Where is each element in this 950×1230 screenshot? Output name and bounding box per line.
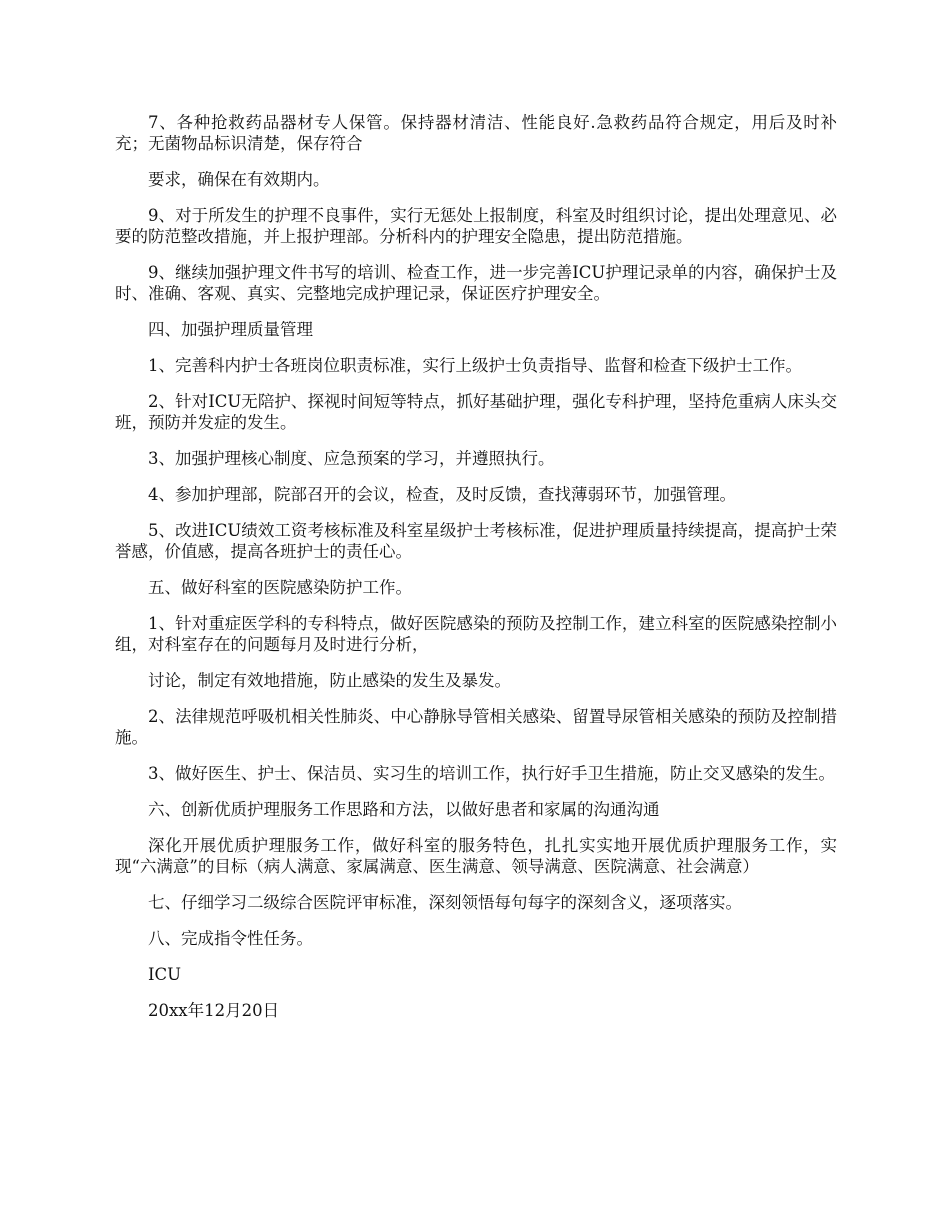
paragraph: 4、参加护理部，院部召开的会议，检查，及时反馈，查找薄弱环节，加强管理。 <box>148 485 736 504</box>
paragraph: 9、对于所发生的护理不良事件，实行无惩处上报制度，科室及时组织讨论，提出处理意见、必要的防范整改措施，并上报护理部。分析科内的护理安全隐患，提出防范措施。 <box>115 206 837 246</box>
paragraph: 1、针对重症医学科的专科特点，做好医院感染的预防及控制工作，建立科室的医院感染控制小组，对科室存在的问题每月及时进行分析， <box>115 614 837 654</box>
paragraph: 深化开展优质护理服务工作，做好科室的服务特色，扎扎实实地开展优质护理服务工作，实现“六满意”的目标（病人满意、家属满意、医生满意、领导满意、医院满意、社会满意） <box>115 836 837 876</box>
section-heading: 六、创新优质护理服务工作思路和方法，以做好患者和家属的沟通沟通 <box>148 800 660 819</box>
paragraph: 5、改进ICU绩效工资考核标准及科室星级护士考核标准，促进护理质量持续提高，提高护士荣誉感，价值感，提高各班护士的责任心。 <box>115 521 837 561</box>
paragraph: 9、继续加强护理文件书写的培训、检查工作，进一步完善ICU护理记录单的内容，确保护士及时、准确、客观、真实、完整地完成护理记录，保证医疗护理安全。 <box>115 263 837 303</box>
paragraph: 3、加强护理核心制度、应急预案的学习，并遵照执行。 <box>148 449 555 468</box>
paragraph: 讨论，制定有效地措施，防止感染的发生及暴发。 <box>148 671 511 690</box>
section-heading: 七、仔细学习二级综合医院评审标准，深刻领悟每句每字的深刻含义，逐项落实。 <box>148 893 742 912</box>
signature-date: 20xx年12月20日 <box>148 1001 280 1020</box>
paragraph: 7、各种抢救药品器材专人保管。保持器材清洁、性能良好.急救药品符合规定，用后及时补充；无菌物品标识清楚，保存符合 <box>115 113 837 153</box>
paragraph: 2、针对ICU无陪护、探视时间短等特点，抓好基础护理，强化专科护理，坚持危重病人床头交班，预防并发症的发生。 <box>115 392 837 432</box>
section-heading: 四、加强护理质量管理 <box>148 320 313 339</box>
paragraph: 2、法律规范呼吸机相关性肺炎、中心静脉导管相关感染、留置导尿管相关感染的预防及控制措施。 <box>115 707 837 747</box>
paragraph: 3、做好医生、护士、保洁员、实习生的培训工作，执行好手卫生措施，防止交叉感染的发生。 <box>148 764 835 783</box>
paragraph: 1、完善科内护士各班岗位职责标准，实行上级护士负责指导、监督和检查下级护士工作。 <box>148 356 802 375</box>
section-heading: 五、做好科室的医院感染防护工作。 <box>148 578 412 597</box>
document-body <box>115 112 837 1036</box>
paragraph: 要求，确保在有效期内。 <box>148 170 330 189</box>
section-heading: 八、完成指令性任务。 <box>148 929 313 948</box>
signature-department: ICU <box>148 965 182 984</box>
